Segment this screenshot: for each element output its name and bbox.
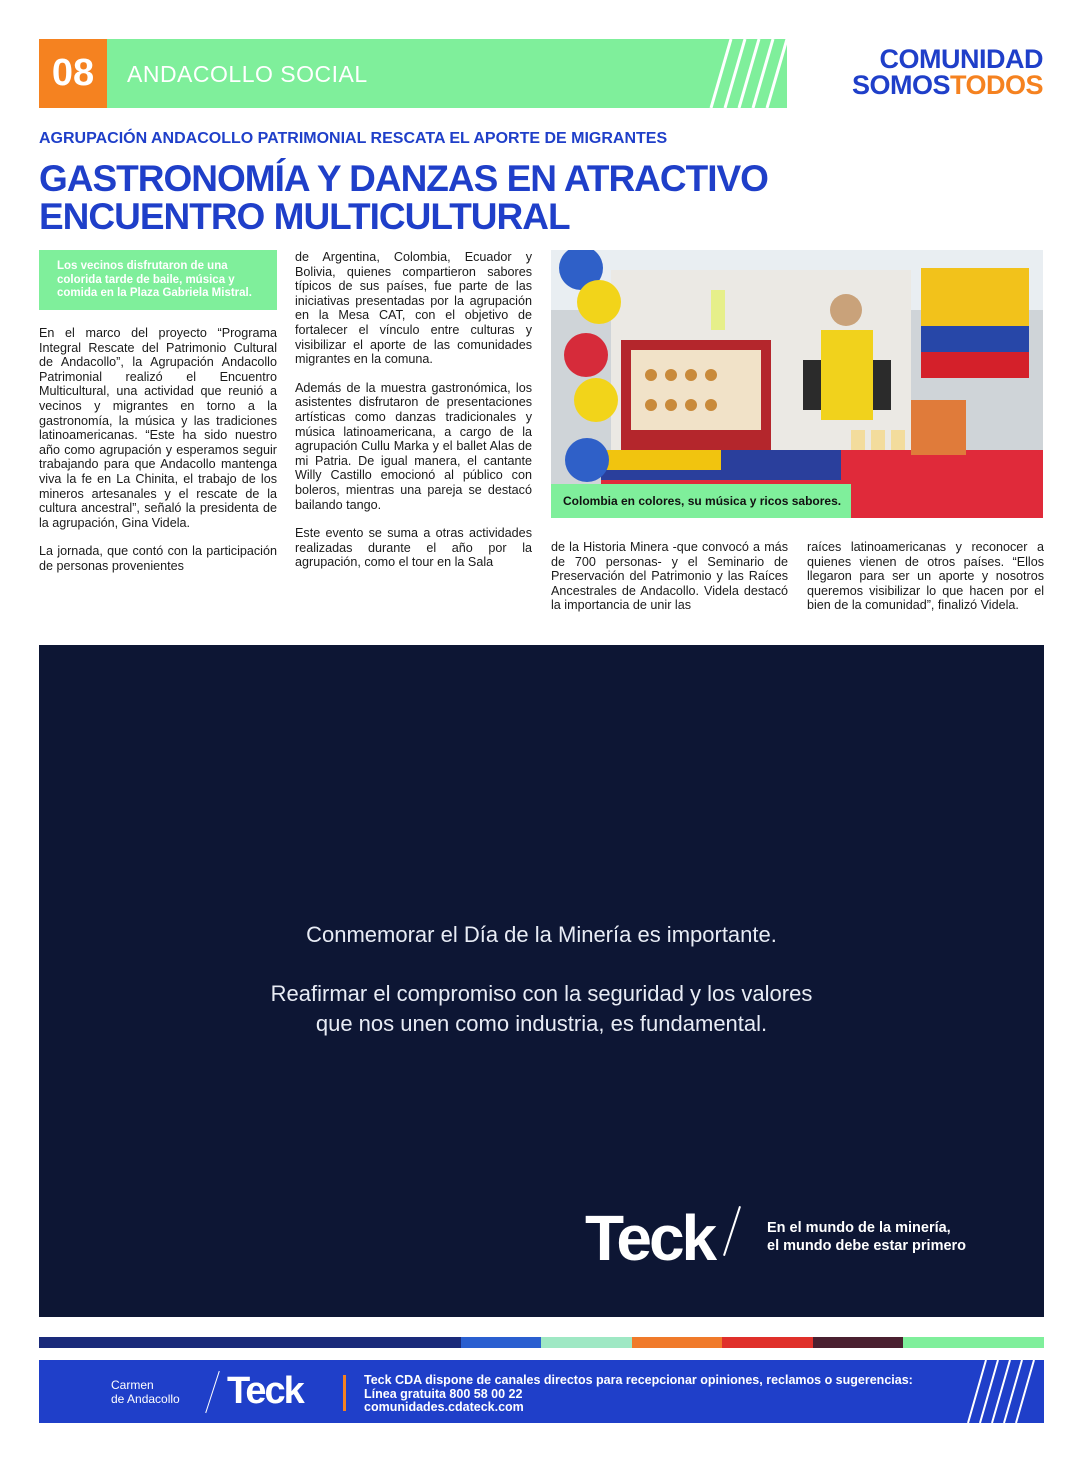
footer-banner — [39, 1360, 1044, 1423]
photo-illustration — [551, 250, 1043, 518]
ad-tagline-1: En el mundo de la minería, — [767, 1220, 951, 1236]
column-1 — [39, 326, 277, 588]
photo-caption: Colombia en colores, su música y ricos sabores. — [551, 484, 851, 518]
article-headline: GASTRONOMÍA Y DANZAS EN ATRACTIVO ENCUENTRO MULTICULTURAL — [39, 158, 768, 237]
color-segment — [541, 1337, 631, 1348]
paragraph: La jornada, que contó con la participación de personas provenientes — [39, 544, 277, 573]
cda-label — [111, 1378, 180, 1406]
color-segment — [39, 1337, 461, 1348]
footer-contact-info — [364, 1374, 913, 1415]
ad-line-1: Conmemorar el Día de la Minería es importante. — [306, 922, 777, 947]
paragraph: raíces latinoamericanas y reconocer a quienes vienen de otros países. “Ellos llegaron para ser un aporte y nosotros queremos visibilizar lo que hacen por el bien de la comunidad”, finalizó Videla. — [807, 540, 1044, 613]
logo-divider — [723, 1206, 741, 1256]
ad-tagline — [767, 1219, 966, 1255]
article-lead: Los vecinos disfrutaron de una colorida tarde de baile, música y comida en la Plaza Gabriela Mistral. — [39, 250, 277, 310]
cda-line-2: de Andacollo — [111, 1392, 180, 1406]
column-3 — [551, 540, 788, 627]
paragraph: de Argentina, Colombia, Ecuador y Bolivia, quienes compartieron sabores típicos de sus países, fue parte de las iniciativas presentadas por la agrupación en la Mesa CAT, con el objetivo de fortalecer el vínculo entre culturas y visibilizar el aporte de las comunidades migrantes en la comuna. — [295, 250, 532, 367]
ad-line-2: Reafirmar el compromiso con la seguridad y los valores — [270, 981, 813, 1006]
color-segment — [632, 1337, 722, 1348]
brand-line2b: TODOS — [949, 70, 1043, 100]
color-segment — [722, 1337, 812, 1348]
page-number: 08 — [39, 39, 107, 108]
color-bar — [39, 1337, 1044, 1348]
paragraph: Además de la muestra gastronómica, los asistentes disfrutaron de presentaciones artísticas como danzas tradicionales y música latinoamericana, a cargo de la agrupación Cullu Marka y el ballet Alas de mi Patria. De igual manera, el cantante Willy Castillo emocionó al público con boleros, mientras una pareja se destacó bailando tango. — [295, 380, 532, 512]
footer-divider — [205, 1371, 220, 1413]
footer-accent-bar — [343, 1375, 346, 1411]
brand-line2a: SOMOS — [851, 70, 950, 100]
article-photo — [551, 250, 1043, 518]
ad-line-3: que nos unen como industria, es fundamental. — [315, 1011, 768, 1036]
color-segment — [813, 1337, 903, 1348]
teck-advertisement — [39, 645, 1044, 1317]
footer-phone: Línea gratuita 800 58 00 22 — [364, 1386, 523, 1401]
paragraph: En el marco del proyecto “Programa Integral Rescate del Patrimonio Cultural de Andacollo”, la Agrupación Andacollo Patrimonial realizó el Encuentro Multicultural, una actividad que reunió a vecinos y migrantes en torno a la gastronomía, la música y las tradiciones latinoamericanas. “Este ha sido nuestro año como agrupación y esperamos seguir trabajando para que Andacollo mantenga viva la fe en La Chinita, el trabajo de los mineros artesanales y el rescate de la cultura ancestral”, señaló la presidenta de la agrupación, Gina Videla. — [39, 326, 277, 530]
article-kicker: AGRUPACIÓN ANDACOLLO PATRIMONIAL RESCATA EL APORTE DE MIGRANTES — [39, 130, 668, 147]
column-4 — [807, 540, 1044, 627]
paragraph: Este evento se suma a otras actividades realizadas durante el año por la agrupación, como el tour en la Sala — [295, 526, 532, 570]
stripes-decoration — [964, 1360, 1044, 1423]
paragraph: de la Historia Minera -que convocó a más de 700 personas- y el Seminario de Preservación del Patrimonio y las Raíces Ancestrales de Andacollo. Videla destacó la importancia de unir las — [551, 540, 788, 613]
cda-line-1: Carmen — [111, 1378, 154, 1392]
section-title: ANDACOLLO SOCIAL — [127, 61, 368, 87]
section-band — [107, 39, 787, 108]
brand-line1: COMUNIDAD — [879, 44, 1043, 74]
footer-website: comunidades.cdateck.com — [364, 1400, 524, 1414]
ad-tagline-2: el mundo debe estar primero — [767, 1238, 967, 1254]
color-segment — [903, 1337, 1044, 1348]
stripes-decoration — [697, 39, 787, 108]
column-2 — [295, 250, 532, 584]
footer-info-1: Teck CDA dispone de canales directos para recepcionar opiniones, reclamos o sugerencias: — [364, 1373, 913, 1387]
color-segment — [461, 1337, 541, 1348]
brand-logo — [852, 46, 1043, 98]
teck-logo: Teck — [585, 1202, 715, 1274]
footer-teck-logo: Teck — [227, 1370, 303, 1412]
